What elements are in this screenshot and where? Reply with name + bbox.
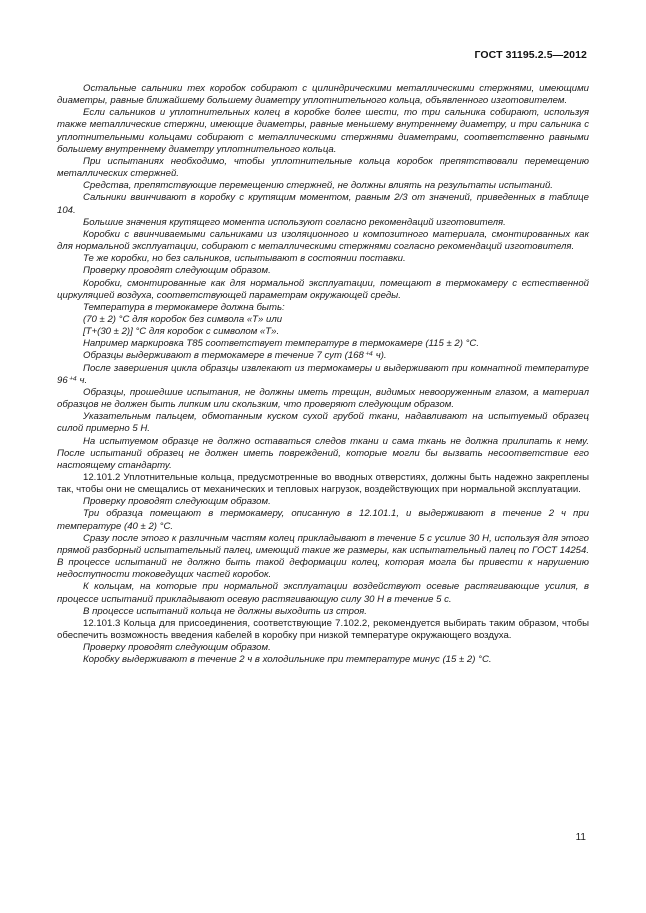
paragraph: При испытаниях необходимо, чтобы уплотнительные кольца коробок препятствовали перемещению металлических стержней. xyxy=(57,155,589,180)
paragraph: Коробку выдерживают в течение 2 ч в холодильнике при температуре минус (15 ± 2) °С. xyxy=(83,654,492,666)
paragraph: Три образца помещают в термокамеру, описанную в 12.101.1, и выдерживают в течение 2 ч при температуре (40 ± 2) °С. xyxy=(57,508,589,532)
paragraph: Например маркировка Т85 соответствует температуре в термокамере (115 ± 2) °С. xyxy=(83,338,480,350)
paragraph: Указательным пальцем, обмотанным куском сухой грубой ткани, надавливают на испытуемый образец силой примерно 5 Н. xyxy=(57,411,589,435)
paragraph: 12.101.3 Кольца для присоединения, соответствующие 7.102.2, рекомендуется выбирать таким образом, чтобы обеспечить возможность введения кабелей в коробку при низкой температуре окружающего воздуха. xyxy=(57,617,589,642)
paragraph: Проверку проводят следующим образом. xyxy=(83,642,271,654)
paragraph: Остальные сальники тех коробок собирают с цилиндрическими металлическими стержнями, имеющими диаметры, равные ближайшему большему диаметру уплотнительного кольца, объявленного изготовителем. xyxy=(57,83,589,107)
paragraph: [Т+(30 ± 2)] °С для коробок с символом «Т». xyxy=(83,326,280,338)
document-header: ГОСТ 31195.2.5—2012 xyxy=(474,49,587,61)
paragraph: Образцы, прошедшие испытания, не должны иметь трещин, видимых невооруженным глазом, а материал образцов не должен быть липким или скользким, что проверяют следующим образом. xyxy=(57,386,589,411)
paragraph: Проверку проводят следующим образом. xyxy=(83,496,271,508)
document-body xyxy=(57,83,589,667)
paragraph: В процессе испытаний кольца не должны выходить из строя. xyxy=(83,605,367,617)
paragraph: Коробки с ввинчиваемыми сальниками из изоляционного и композитного материала, смонтированных как для нормальной эксплуатации, собирают с металлическими стержнями согласно рекомендаций изготовителя. xyxy=(57,228,589,253)
paragraph: На испытуемом образце не должно оставаться следов ткани и сама ткань не должна прилипать к нему. После испытаний образец не должен иметь повреждений, которые могли бы вызвать несоответствие его настоящему стандарту. xyxy=(57,435,589,471)
paragraph: Большие значения крутящего момента используют согласно рекомендаций изготовителя. xyxy=(83,216,506,228)
paragraph: Коробки, смонтированные как для нормальной эксплуатации, помещают в термокамеру с естественной циркуляцией воздуха, соответствующей параметрам окружающей среды. xyxy=(57,277,589,301)
paragraph: Проверку проводят следующим образом. xyxy=(83,265,271,277)
paragraph: Температура в термокамере должна быть: xyxy=(83,301,285,313)
paragraph: 12.101.2 Уплотнительные кольца, предусмотренные во вводных отверстиях, должны быть надежно закреплены так, чтобы они не смещались от механических и тепловых нагрузок, воздействующих при нормальной эксплуатации. xyxy=(57,472,589,496)
paragraph: Образцы выдерживают в термокамере в течение 7 сут (168⁺⁴ ч). xyxy=(83,350,387,362)
paragraph: Если сальников и уплотнительных колец в коробке более шести, то три сальника собирают, используя также металлические стержни, имеющие диаметры, равные меньшему внутреннему диаметру, и три сальника с уплотнительными кольцами собирают с металлическими стержнями диаметрами, соответственно равными большему внутреннему диаметру уплотнительного кольца. xyxy=(57,107,589,155)
paragraph: Сальники ввинчивают в коробку с крутящим моментом, равным 2/3 от значений, приведенных в таблице 104. xyxy=(57,192,589,216)
paragraph: Те же коробки, но без сальников, испытывают в состоянии поставки. xyxy=(83,253,406,265)
paragraph: (70 ± 2) °С для коробок без символа «Т» или xyxy=(83,313,283,325)
paragraph: Средства, препятствующие перемещению стержней, не должны влиять на результаты испытаний. xyxy=(83,180,553,192)
paragraph: К кольцам, на которые при нормальной эксплуатации воздействуют осевые растягивающие усилия, в процессе испытаний прикладывают осевую растягивающую силу 30 Н в течение 5 с. xyxy=(57,581,589,605)
paragraph: После завершения цикла образцы извлекают из термокамеры и выдерживают при комнатной температуре 96⁺⁴ ч. xyxy=(57,362,589,386)
page-number: 11 xyxy=(575,832,586,843)
paragraph: Сразу после этого к различным частям колец прикладывают в течение 5 с усилие 30 Н, используя для этого прямой разборный испытательный палец, имеющий такие же размеры, как испытательный палец по ГОСТ 14254. В процессе испытаний не должно быть такой деформации колец, которая могла бы привести к нарушению недоступности токоведущих частей коробок. xyxy=(57,532,589,581)
